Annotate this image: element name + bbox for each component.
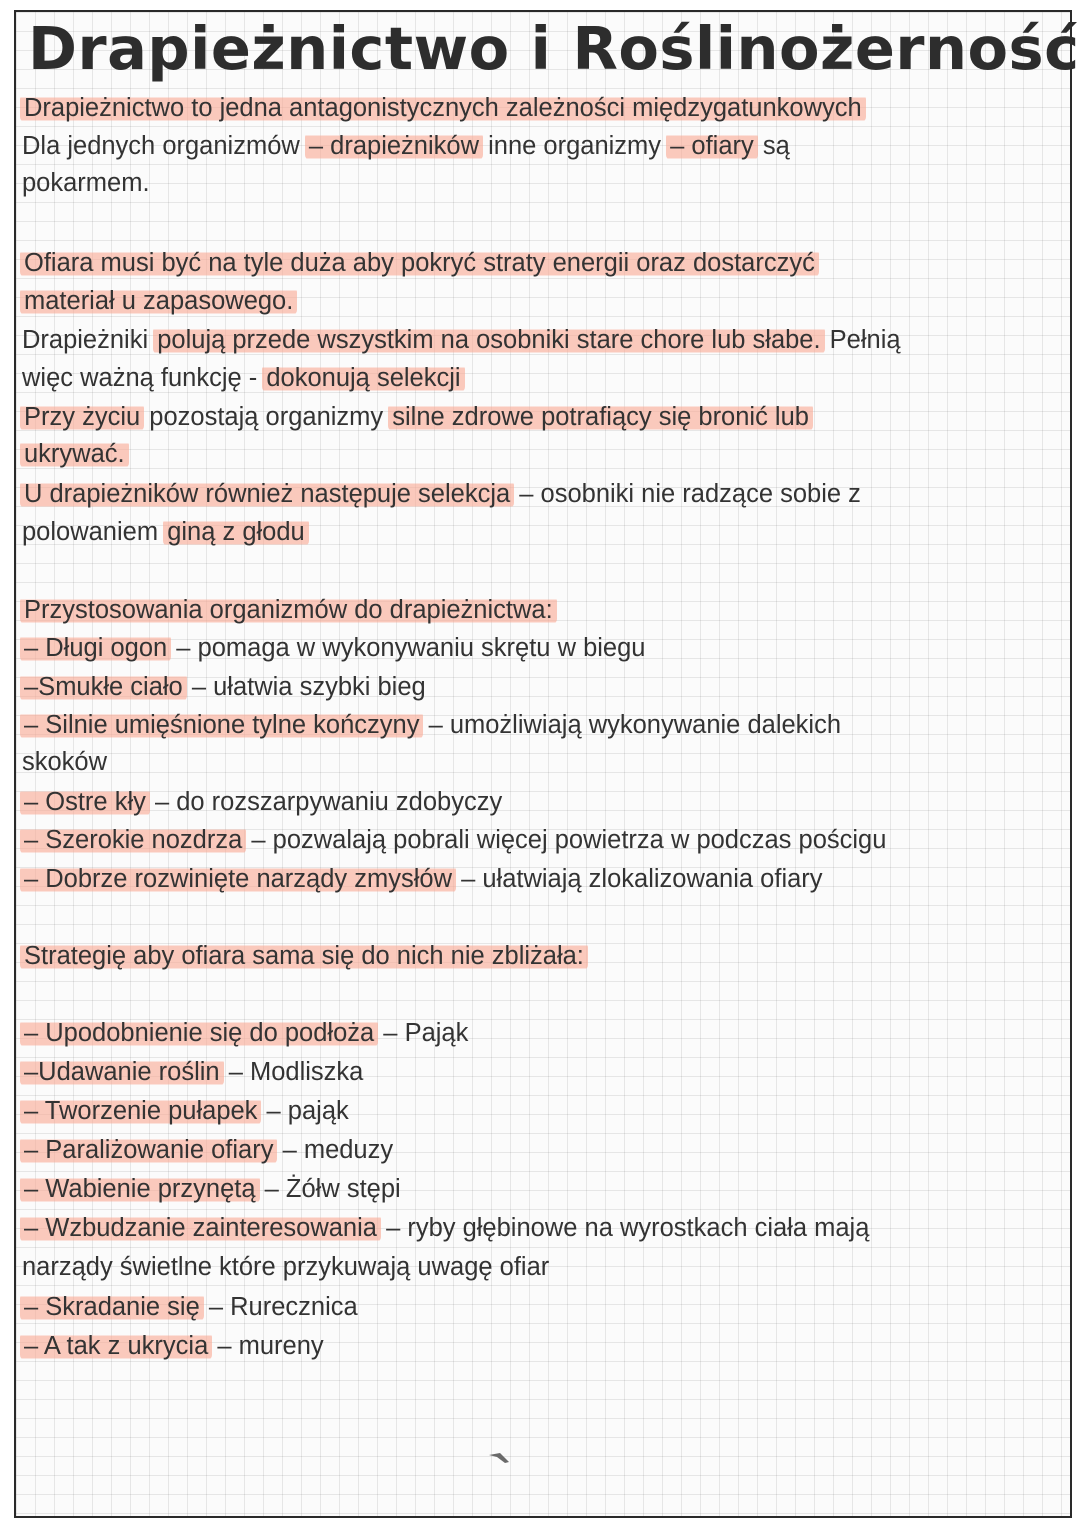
highlight: – Skradanie się: [20, 1293, 204, 1321]
highlight: – Wzbudzanie zainteresowania: [20, 1214, 381, 1242]
list-item: – Paraliżowanie ofiary – meduzy: [22, 1134, 393, 1168]
text-line: narządy świetlne które przykuwają uwagę ofiar: [22, 1253, 550, 1281]
list-item: – Skradanie się – Rurecznica: [22, 1291, 358, 1325]
list-item: – Szerokie nozdrza – pozwalają pobrali więcej powietrza w podczas pościgu: [22, 824, 886, 858]
highlight: Strategię aby ofiara sama się do nich nie zbliżała:: [20, 942, 588, 970]
list-item: – Tworzenie pułapek – pająk: [22, 1095, 349, 1129]
text-line: [22, 438, 127, 472]
text-line: Drapieżniki polują przede wszystkim na osobniki stare chore lub słabe. Pełnią: [22, 326, 901, 354]
list-item: – Ostre kły – do rozszarpywaniu zdobyczy: [22, 786, 502, 820]
highlight: –Udawanie roślin: [20, 1058, 224, 1086]
list-item: – Silnie umięśnione tylne kończyny – umożliwiają wykonywanie dalekich: [22, 709, 841, 743]
list-item: – Wabienie przynętą – Żółw stępi: [22, 1173, 401, 1207]
highlight: – ofiary: [666, 132, 758, 160]
list-item: –Udawanie roślin – Modliszka: [22, 1056, 363, 1090]
list-item: – Upodobnienie się do podłoża – Pająk: [22, 1017, 468, 1051]
text-line: skoków: [22, 748, 108, 776]
text-line: [22, 92, 864, 126]
text-line: Przy życiu pozostają organizmy silne zdrowe potrafiący się bronić lub: [22, 401, 811, 435]
text-line: pokarmem.: [22, 169, 150, 197]
highlight: Ofiara musi być na tyle duża aby pokryć straty energii oraz dostarczyć: [20, 249, 819, 277]
highlight: – Długi ogon: [20, 634, 171, 662]
highlight: – Szerokie nozdrza: [20, 826, 246, 854]
text-line: więc ważną funkcję - dokonują selekcji: [22, 362, 463, 396]
text-line: Dla jednych organizmów – drapieżników inne organizmy – ofiary są: [22, 132, 790, 160]
highlight: – Upodobnienie się do podłoża: [20, 1019, 378, 1047]
highlight: – A tak z ukrycia: [20, 1332, 212, 1360]
pen-mark-icon: [488, 1452, 510, 1464]
highlight: giną z głodu: [163, 518, 309, 546]
highlight: silne zdrowe potrafiący się bronić lub: [388, 403, 813, 431]
text-line: U drapieżników również następuje selekcja – osobniki nie radzące sobie z: [22, 478, 861, 512]
highlight: Drapieżnictwo to jedna antagonistycznych zależności międzygatunkowych: [20, 94, 866, 122]
text-line: [22, 247, 817, 281]
highlight: ukrywać.: [20, 440, 129, 468]
section-heading: [22, 940, 586, 974]
highlight: materiał u zapasowego.: [20, 287, 297, 315]
highlight: polują przede wszystkim na osobniki stare chore lub słabe.: [153, 326, 824, 354]
highlight: – Wabienie przynętą: [20, 1175, 260, 1203]
text-line: [22, 285, 295, 319]
highlight: – Paraliżowanie ofiary: [20, 1136, 277, 1164]
highlight: dokonują selekcji: [262, 364, 464, 392]
highlight: – Tworzenie pułapek: [20, 1097, 261, 1125]
highlight: U drapieżników również następuje selekcja: [20, 480, 514, 508]
highlight: – drapieżników: [305, 132, 483, 160]
highlight: –Smukłe ciało: [20, 673, 187, 701]
section-heading: [22, 594, 555, 628]
list-item: – Wzbudzanie zainteresowania – ryby głębinowe na wyrostkach ciała mają: [22, 1212, 869, 1246]
highlight: – Dobrze rozwinięte narządy zmysłów: [20, 865, 456, 893]
highlight: – Silnie umięśnione tylne kończyny: [20, 711, 423, 739]
page-title: Drapieżnictwo i Roślinożerność: [28, 14, 1080, 83]
highlight: – Ostre kły: [20, 788, 150, 816]
list-item: – Dobrze rozwinięte narządy zmysłów – ułatwiają zlokalizowania ofiary: [22, 863, 823, 897]
list-item: – Długi ogon – pomaga w wykonywaniu skrętu w biegu: [22, 632, 645, 666]
list-item: – A tak z ukrycia – mureny: [22, 1330, 324, 1364]
text-line: polowaniem giną z głodu: [22, 516, 307, 550]
highlight: Przystosowania organizmów do drapieżnictwa:: [20, 596, 557, 624]
highlight: Przy życiu: [20, 403, 144, 431]
list-item: –Smukłe ciało – ułatwia szybki bieg: [22, 671, 426, 705]
